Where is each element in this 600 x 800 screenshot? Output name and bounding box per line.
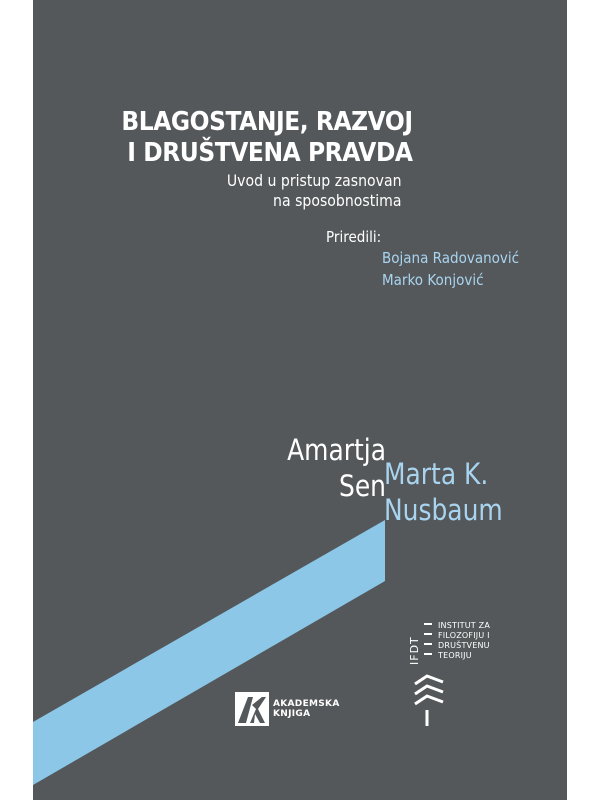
editor-name-2: Marko Konjović xyxy=(382,271,484,289)
author-1-line-1: Amartja xyxy=(287,433,386,467)
author-2-line-1: Marta K. xyxy=(384,457,489,491)
author-2-line-2: Nusbaum xyxy=(384,493,503,527)
institute-acronym: IFDT xyxy=(408,636,421,665)
editor-name-1: Bojana Radovanović xyxy=(382,249,520,267)
institute-name-line-1: INSTITUT ZA xyxy=(438,621,490,630)
author-amartya-sen xyxy=(287,432,386,504)
publisher-name xyxy=(273,699,340,719)
stacked-books-icon xyxy=(413,672,453,726)
publisher-logo-block xyxy=(235,692,340,726)
book-title xyxy=(122,107,413,169)
title-line-2: I DRUŠTVENA PRAVDA xyxy=(127,138,414,168)
publisher-name-line-1: AKADEMSKA xyxy=(273,699,340,709)
akademska-knjiga-logo-icon xyxy=(235,692,269,726)
institute-name-line-4: TEORIJU xyxy=(438,651,472,660)
institute-name-line-3: DRUŠTVENU xyxy=(438,641,490,650)
institute-name-line-2: FILOZOFIJU I xyxy=(438,631,490,640)
subtitle-line-1: Uvod u pristup zasnovan xyxy=(226,171,401,190)
book-subtitle xyxy=(226,171,401,211)
author-1-line-2: Sen xyxy=(339,469,386,503)
editors-label: Priredili: xyxy=(326,228,382,246)
publisher-name-line-2: KNJIGA xyxy=(273,709,311,719)
institute-name xyxy=(438,621,490,661)
institute-divider-lines xyxy=(424,623,432,663)
subtitle-line-2: na sposobnostima xyxy=(272,191,401,210)
title-line-1: BLAGOSTANJE, RAZVOJ xyxy=(121,107,413,137)
book-cover xyxy=(33,0,567,800)
author-martha-nussbaum xyxy=(384,456,503,528)
